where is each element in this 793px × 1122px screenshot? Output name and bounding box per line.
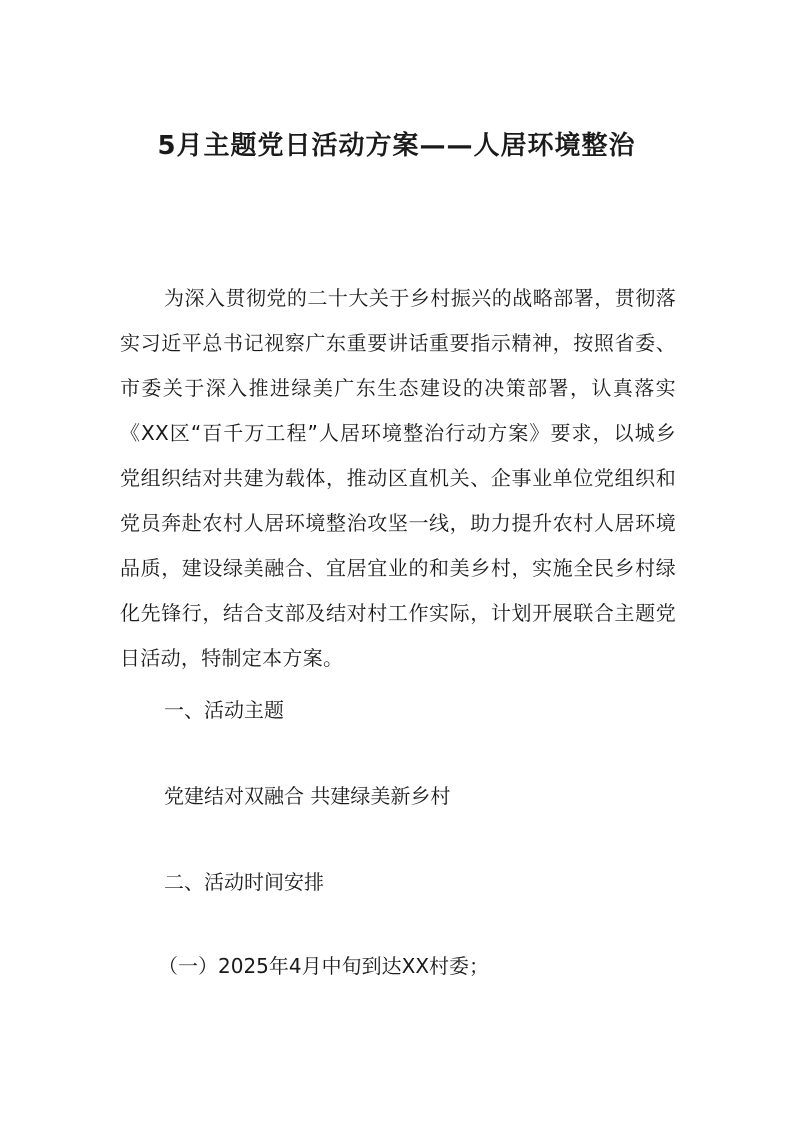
document-title: 5月主题党日活动方案——人居环境整治	[157, 131, 636, 161]
section-content-theme: 党建结对双融合 共建绿美新乡村	[164, 784, 451, 808]
section-heading-schedule: 二、活动时间安排	[164, 870, 324, 894]
intro-paragraph: 为深入贯彻党的二十大关于乡村振兴的战略部署，贯彻落实习近平总书记视察广东重要讲话重要指示精神，按照省委、市委关于深入推进绿美广东生态建设的决策部署，认真落实《XX区“百千万工程”人居环境整治行动方案》要求，以城乡党组织结对共建为载体，推动区直机关、企事业单位党组织和党员奔赴农村人居环境整治攻坚一线，助力提升农村人居环境品质，建设绿美融合、宜居宜业的和美乡村，实施全民乡村绿化先锋行，结合支部及结对村工作实际，计划开展联合主题党日活动，特制定本方案。	[120, 286, 676, 670]
section-content-schedule-item: （一）2025年4月中旬到达XX村委；	[158, 954, 490, 978]
section-heading-theme: 一、活动主题	[164, 698, 284, 722]
